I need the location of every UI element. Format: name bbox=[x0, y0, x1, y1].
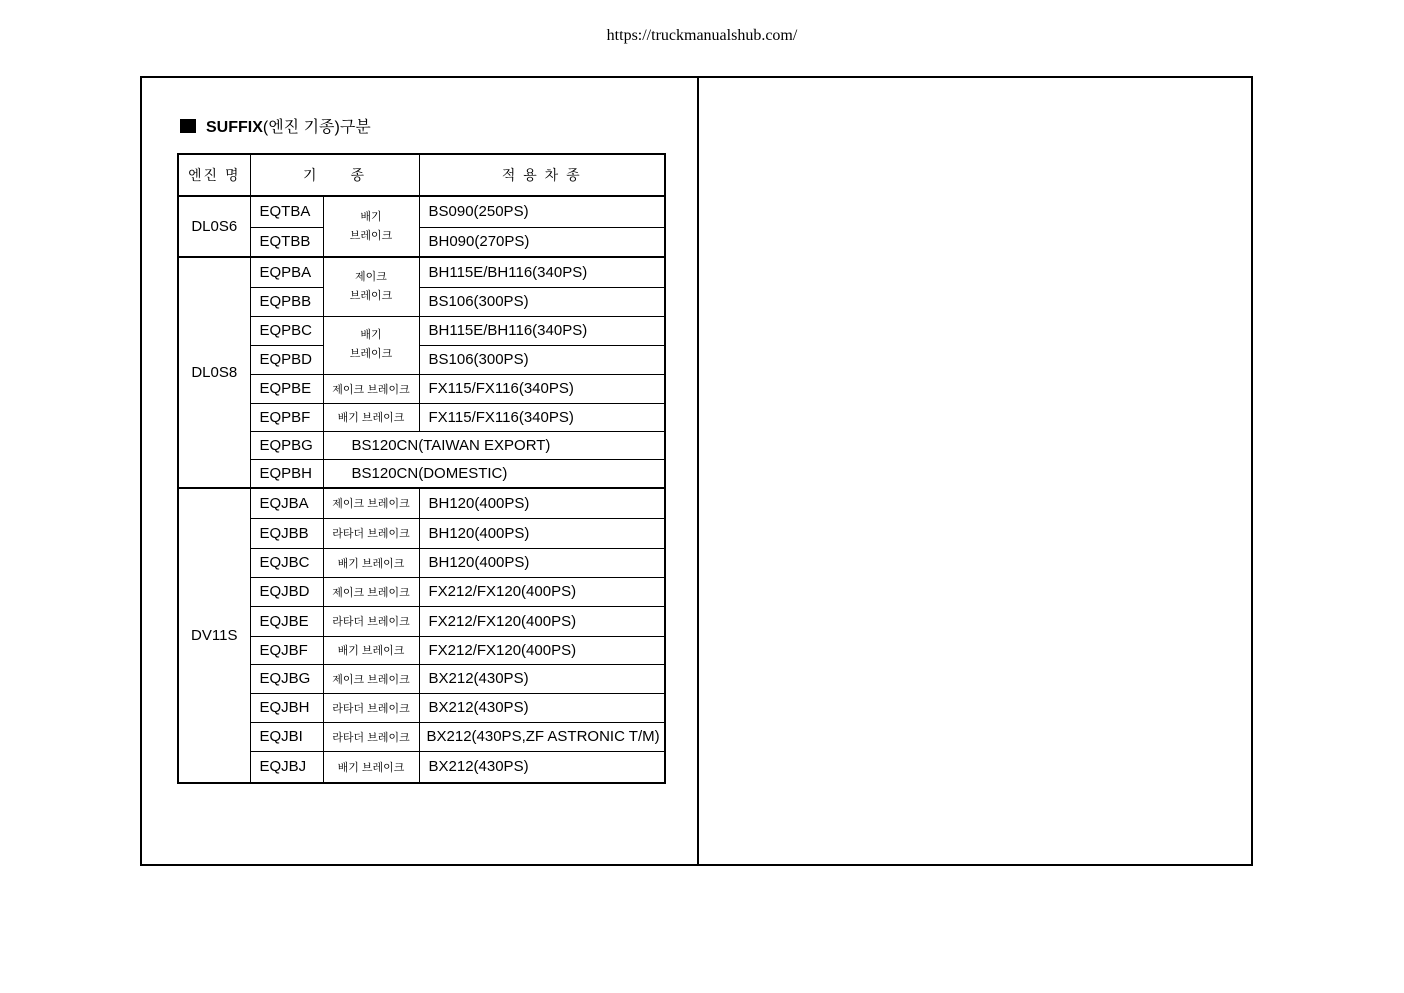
header-engine: 엔진 명 bbox=[178, 154, 250, 196]
suffix-cell: EQTBB bbox=[250, 227, 323, 257]
type-cell-merged bbox=[323, 196, 419, 257]
type-cell: 라타더 브레이크 bbox=[323, 606, 419, 636]
table-row bbox=[178, 403, 665, 431]
type-cell: 제이크 브레이크 bbox=[323, 664, 419, 693]
suffix-cell: EQJBA bbox=[250, 488, 323, 518]
table-row bbox=[178, 518, 665, 548]
suffix-cell: EQPBH bbox=[250, 459, 323, 488]
table-row bbox=[178, 374, 665, 403]
table-row bbox=[178, 606, 665, 636]
table-row bbox=[178, 488, 665, 518]
application-cell: BX212(430PS) bbox=[419, 751, 665, 783]
suffix-cell: EQPBG bbox=[250, 431, 323, 459]
suffix-cell: EQJBE bbox=[250, 606, 323, 636]
table-row bbox=[178, 431, 665, 459]
application-cell: FX212/FX120(400PS) bbox=[419, 636, 665, 664]
application-cell-wide: BS120CN(TAIWAN EXPORT) bbox=[323, 431, 665, 459]
table-row bbox=[178, 636, 665, 664]
application-cell: BS090(250PS) bbox=[419, 196, 665, 227]
table-row bbox=[178, 227, 665, 257]
table-row bbox=[178, 316, 665, 345]
type-line: 브레이크 bbox=[349, 348, 393, 360]
application-cell: BH120(400PS) bbox=[419, 548, 665, 577]
application-cell: FX212/FX120(400PS) bbox=[419, 577, 665, 606]
table-row bbox=[178, 664, 665, 693]
suffix-cell: EQPBF bbox=[250, 403, 323, 431]
suffix-cell: EQTBA bbox=[250, 196, 323, 227]
application-cell: BS106(300PS) bbox=[419, 345, 665, 374]
type-cell-merged bbox=[323, 257, 419, 316]
suffix-cell: EQPBE bbox=[250, 374, 323, 403]
table-row bbox=[178, 548, 665, 577]
type-cell: 배기 브레이크 bbox=[323, 403, 419, 431]
suffix-table bbox=[177, 153, 666, 784]
table-header-row bbox=[178, 154, 665, 196]
application-cell: BX212(430PS) bbox=[419, 664, 665, 693]
suffix-cell: EQJBB bbox=[250, 518, 323, 548]
suffix-cell: EQPBC bbox=[250, 316, 323, 345]
section-title-rest: (엔진 기종)구분 bbox=[262, 119, 371, 136]
table-row bbox=[178, 287, 665, 316]
suffix-cell: EQJBG bbox=[250, 664, 323, 693]
type-line: 브레이크 bbox=[349, 289, 393, 302]
engine-dl0s8: DL0S8 bbox=[178, 257, 250, 488]
page-frame bbox=[140, 76, 1253, 866]
type-cell: 라타더 브레이크 bbox=[323, 518, 419, 548]
application-cell: FX115/FX116(340PS) bbox=[419, 374, 665, 403]
type-cell: 제이크 브레이크 bbox=[323, 577, 419, 606]
engine-dl0s6: DL0S6 bbox=[178, 196, 250, 257]
table-row bbox=[178, 196, 665, 227]
type-cell: 제이크 브레이크 bbox=[323, 488, 419, 518]
suffix-cell: EQJBI bbox=[250, 722, 323, 751]
suffix-cell: EQJBJ bbox=[250, 751, 323, 783]
black-square-icon bbox=[180, 119, 196, 133]
type-cell: 배기 브레이크 bbox=[323, 636, 419, 664]
header-application: 적 용 차 종 bbox=[419, 154, 665, 196]
section-title-bold: SUFFIX bbox=[206, 119, 263, 136]
table-row bbox=[178, 577, 665, 606]
suffix-cell: EQPBB bbox=[250, 287, 323, 316]
page-column-divider bbox=[697, 78, 699, 864]
page-url-header: https://truckmanualshub.com/ bbox=[606, 27, 798, 44]
suffix-cell: EQJBH bbox=[250, 693, 323, 722]
table-row bbox=[178, 345, 665, 374]
type-cell: 제이크 브레이크 bbox=[323, 374, 419, 403]
application-cell: BS106(300PS) bbox=[419, 287, 665, 316]
header-type: 기 종 bbox=[250, 154, 419, 196]
table-row bbox=[178, 693, 665, 722]
type-cell: 라타더 브레이크 bbox=[323, 722, 419, 751]
section-title bbox=[180, 114, 371, 137]
application-cell: BH120(400PS) bbox=[419, 488, 665, 518]
application-cell: BH115E/BH116(340PS) bbox=[419, 257, 665, 287]
suffix-cell: EQJBC bbox=[250, 548, 323, 577]
type-cell: 배기 브레이크 bbox=[323, 548, 419, 577]
application-cell: FX115/FX116(340PS) bbox=[419, 403, 665, 431]
application-cell: BH115E/BH116(340PS) bbox=[419, 316, 665, 345]
engine-dv11s: DV11S bbox=[178, 488, 250, 783]
table-row bbox=[178, 722, 665, 751]
application-cell: BX212(430PS,ZF ASTRONIC T/M) bbox=[419, 722, 665, 751]
type-cell: 라타더 브레이크 bbox=[323, 693, 419, 722]
suffix-cell: EQJBD bbox=[250, 577, 323, 606]
application-cell: BX212(430PS) bbox=[419, 693, 665, 722]
type-line: 브레이크 bbox=[349, 229, 393, 242]
suffix-cell: EQPBA bbox=[250, 257, 323, 287]
type-cell: 배기 브레이크 bbox=[323, 751, 419, 783]
type-cell-merged bbox=[323, 316, 419, 374]
table-row bbox=[178, 459, 665, 488]
application-cell: FX212/FX120(400PS) bbox=[419, 606, 665, 636]
suffix-cell: EQPBD bbox=[250, 345, 323, 374]
table-row bbox=[178, 257, 665, 287]
application-cell: BH090(270PS) bbox=[419, 227, 665, 257]
type-line: 제이크 bbox=[355, 270, 387, 283]
table-row bbox=[178, 751, 665, 783]
application-cell-wide: BS120CN(DOMESTIC) bbox=[323, 459, 665, 488]
type-line: 배기 bbox=[360, 210, 382, 223]
type-line: 배기 bbox=[360, 329, 382, 341]
suffix-cell: EQJBF bbox=[250, 636, 323, 664]
application-cell: BH120(400PS) bbox=[419, 518, 665, 548]
